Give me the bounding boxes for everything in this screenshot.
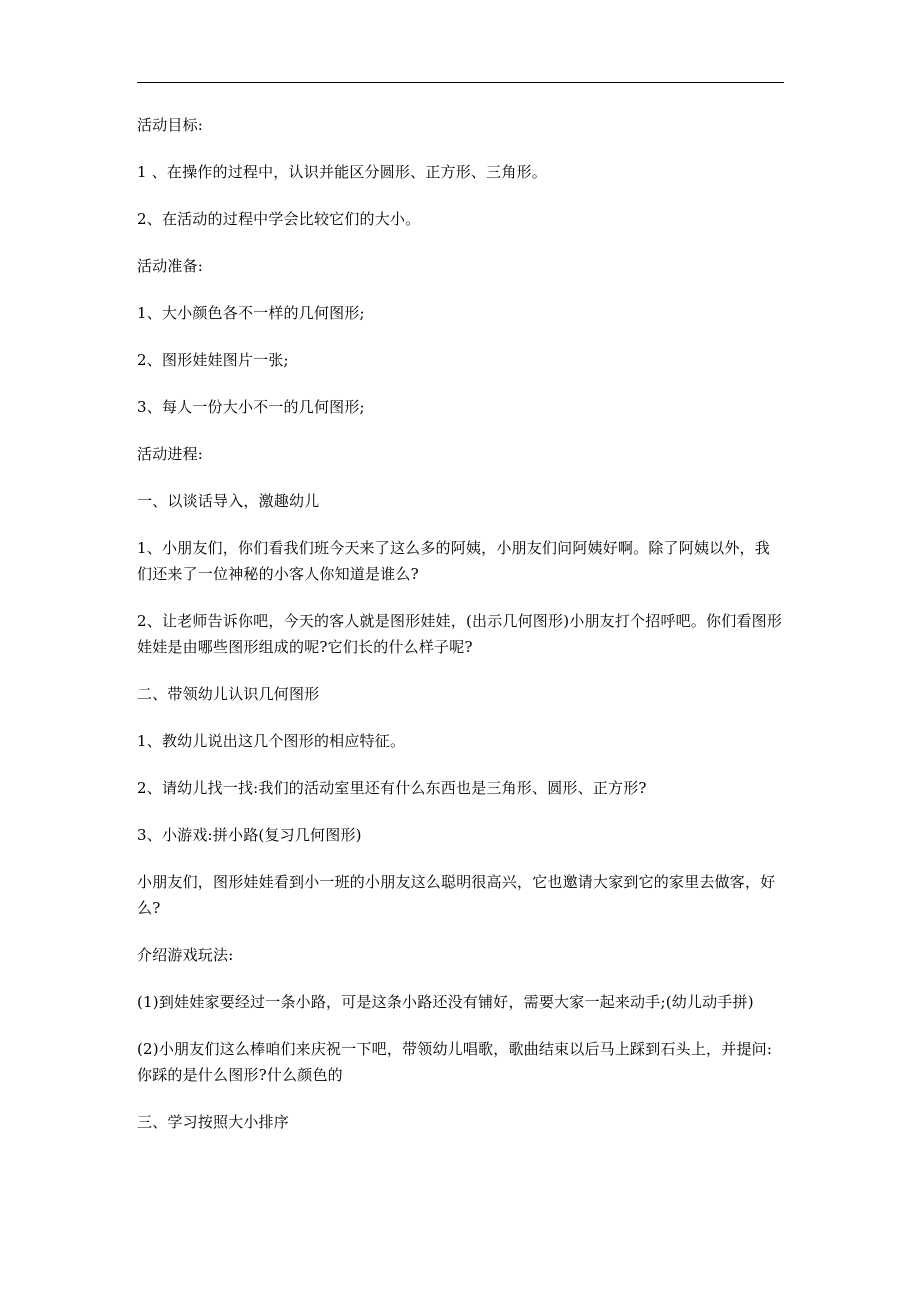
paragraph-prep-3: 3、每人一份大小不一的几何图形; (137, 398, 365, 416)
header-rule (137, 82, 784, 83)
paragraph-section-1-heading: 一、以谈话导入，激趣幼儿 (137, 492, 320, 510)
paragraph-game-intro: 小朋友们，图形娃娃看到小一班的小朋友这么聪明很高兴，它也邀请大家到它的家里去做客，好么? (137, 873, 776, 917)
paragraph-section-3-heading: 三、学习按照大小排序 (137, 1113, 290, 1131)
paragraph-section-1-item-1: 1、小朋友们，你们看我们班今天来了这么多的阿姨，小朋友们问阿姨好啊。除了阿姨以外，我们还来了一位神秘的小客人你知道是谁么? (137, 539, 770, 583)
paragraph-section-1-item-2: 2、让老师告诉你吧，今天的客人就是图形娃娃，(出示几何图形)小朋友打个招呼吧。你们看图形娃娃是由哪些图形组成的呢?它们长的什么样子呢? (137, 612, 783, 656)
paragraph-section-2-item-3: 3、小游戏:拼小路(复习几何图形) (137, 826, 362, 844)
paragraph-section-2-heading: 二、带领幼儿认识几何图形 (137, 685, 320, 703)
paragraph-goal-1: 1 、在操作的过程中，认识并能区分圆形、正方形、三角形。 (137, 163, 547, 181)
paragraph-game-rule-1: (1)到娃娃家要经过一条小路，可是这条小路还没有铺好，需要大家一起来动手;(幼儿动手拼) (137, 993, 754, 1011)
paragraph-section-2-item-1: 1、教幼儿说出这几个图形的相应特征。 (137, 732, 406, 750)
document-body (137, 112, 785, 1135)
paragraph-section-2-item-2: 2、请幼儿找一找:我们的活动室里还有什么东西也是三角形、圆形、正方形? (137, 779, 647, 797)
paragraph-goal-2: 2、在活动的过程中学会比较它们的大小。 (137, 210, 421, 228)
paragraph-game-rules-heading: 介绍游戏玩法: (137, 946, 234, 964)
paragraph-prep-heading: 活动准备: (137, 257, 204, 275)
paragraph-process-heading: 活动进程: (137, 445, 204, 463)
paragraph-goals-heading: 活动目标: (137, 116, 204, 134)
paragraph-game-rule-2: (2)小朋友们这么棒咱们来庆祝一下吧，带领幼儿唱歌，歌曲结束以后马上踩到石头上，并提问:你踩的是什么图形?什么颜色的 (137, 1040, 773, 1084)
paragraph-prep-2: 2、图形娃娃图片一张; (137, 351, 289, 369)
paragraph-prep-1: 1、大小颜色各不一样的几何图形; (137, 304, 365, 322)
